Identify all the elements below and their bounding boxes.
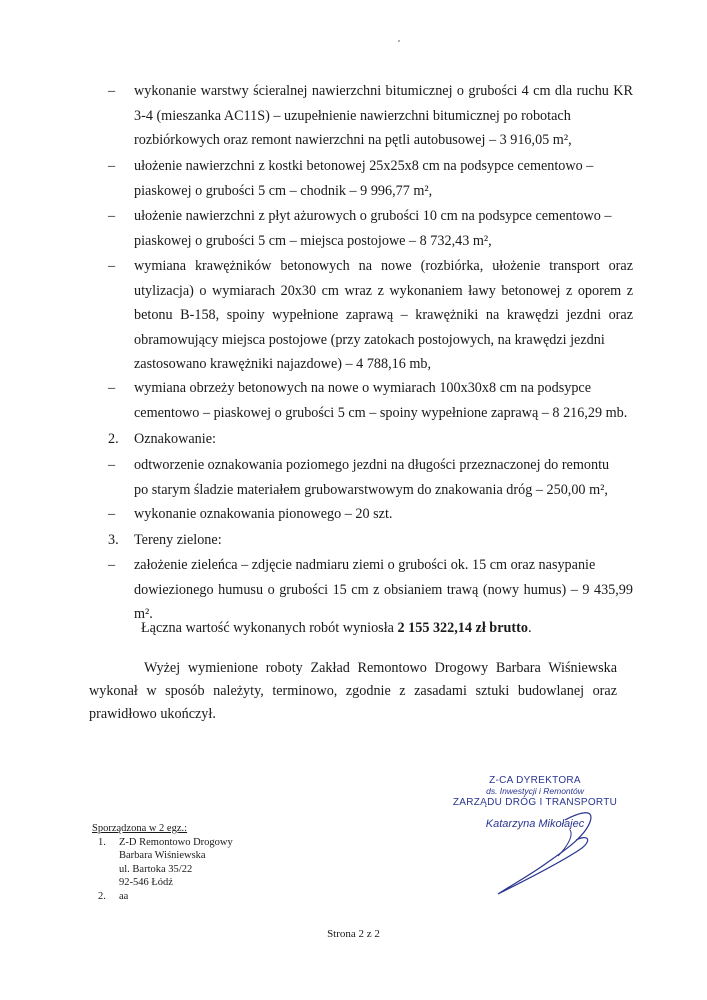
dash-bullet: –	[108, 557, 116, 573]
dash-bullet: –	[108, 380, 116, 396]
list-item-line: cementowo – piaskowej o grubości 5 cm – spoiny wypełnione zaprawą – 8 216,29 mb.	[134, 404, 628, 421]
list-item-line: piaskowej o grubości 5 cm – chodnik – 9 996,77 m²,	[134, 182, 433, 199]
list-item-text	[134, 154, 633, 203]
distribution-row	[92, 849, 233, 863]
section-heading	[108, 528, 222, 552]
row-text: Z-D Remontowo Drogowy	[119, 836, 233, 848]
stamp-name: Katarzyna Mikołajec	[485, 818, 585, 830]
total-amount: 2 155 322,14 zł brutto	[397, 620, 528, 636]
list-item-line: ułożenie nawierzchni z kostki betonowej 25x25x8 cm na podsypce cementowo –	[134, 158, 594, 174]
list-item-line: wykonanie oznakowania pionowego – 20 szt.	[134, 506, 393, 522]
list-item-line: rozbiórkowych oraz remont nawierzchni na pętli autobusowej – 3 916,05 m²,	[134, 132, 572, 148]
row-number: 2.	[98, 890, 106, 902]
page-number: Strona 2 z 2	[327, 928, 380, 940]
dash-bullet: –	[108, 83, 116, 99]
row-text: Barbara Wiśniewska	[119, 850, 206, 861]
list-item-line: odtworzenie oznakowania poziomego jezdni na długości przeznaczonej do remontu	[134, 457, 610, 473]
distribution-title: Sporządzona w 2 egz.:	[92, 823, 188, 834]
section-title: Oznakowanie:	[134, 431, 216, 447]
closing-paragraph	[89, 657, 617, 726]
distribution-row	[92, 863, 233, 877]
list-item-text	[134, 79, 633, 153]
list-item-line: zastosowano krawężniki najazdowe) – 4 788,16 mb,	[134, 356, 432, 372]
list-item-line: wymiana obrzeży betonowych na nowe o wymiarach 100x30x8 cm na podsypce	[134, 380, 592, 396]
list-item-line: po starym śladzie materiałem grubowarstwowym do znakowania dróg – 250,00 m²,	[134, 481, 608, 498]
list-item-line: dowiezionego humusu o grubości 15 cm z obsianiem trawą (nowy humus) – 9 435,99 m².	[134, 581, 633, 622]
total-value-line	[141, 620, 531, 637]
list-item-line: założenie zieleńca – zdjęcie nadmiaru ziemi o grubości ok. 15 cm oraz nasypanie	[134, 557, 596, 573]
section-heading	[108, 427, 216, 451]
closing-paragraph-text: Wyżej wymienione roboty Zakład Remontowo Drogowy Barbara Wiśniewska wykonał w sposób należyty, terminowo, zgodnie z zasadami sztuki budowlanej oraz prawidłowo ukończył.	[89, 660, 617, 722]
row-number: 1.	[98, 836, 106, 848]
list-item-line: piaskowej o grubości 5 cm – miejsca postojowe – 8 732,43 m²,	[134, 232, 492, 249]
row-text: aa	[119, 890, 129, 902]
stamp-title: Z-CA DYREKTORA	[489, 775, 581, 786]
list-item-text	[134, 453, 633, 502]
section-number: 3.	[108, 532, 119, 548]
dash-bullet: –	[108, 506, 116, 522]
stamp-organization: ZARZĄDU DRÓG I TRANSPORTU	[452, 797, 618, 808]
distribution-list	[92, 822, 233, 903]
dash-bullet: –	[108, 208, 116, 224]
list-item-text	[134, 553, 633, 627]
list-item-line: ułożenie nawierzchni z płyt ażurowych o grubości 10 cm na podsypce cementowo –	[134, 208, 612, 224]
list-item-text	[134, 502, 633, 527]
list-item-text	[134, 254, 633, 377]
row-text: ul. Bartoka 35/22	[119, 863, 193, 875]
section-number: 2.	[108, 431, 119, 447]
dash-bullet: –	[108, 457, 116, 473]
total-suffix: .	[527, 620, 532, 636]
list-item-line: wymiana krawężników betonowych na nowe (rozbiórka, ułożenie transport oraz utylizacja) o wymiarach 20x30 cm wraz z wykonaniem ławy betonowej z oporem z betonu B-158, spoiny wypełnione zaprawą – krawężniki na krawędzi jezdni oraz obramowujący miejsca postojowe (przy zatokach postojowych, na krawędzi jezdni	[134, 258, 633, 348]
handwritten-signature	[470, 790, 640, 900]
list-item-text	[134, 204, 633, 253]
dash-bullet: –	[108, 158, 116, 174]
list-item-line: wykonanie warstwy ścieralnej nawierzchni bitumicznej o grubości 4 cm dla ruchu KR 3-4 (mieszanka AC11S) – uzupełnienie nawierzchni bitumicznej po robotach	[134, 83, 633, 124]
distribution-row	[92, 890, 233, 904]
distribution-row	[92, 876, 233, 890]
section-title: Tereny zielone:	[134, 532, 222, 548]
scan-speck	[398, 40, 400, 42]
list-item-text	[134, 376, 633, 425]
total-prefix: Łączna wartość wykonanych robót wyniosła	[141, 620, 398, 636]
stamp-subtitle: ds. Inwestycji i Remontów	[486, 786, 584, 796]
row-text: 92-546 Łódź	[119, 877, 173, 888]
distribution-row	[92, 836, 233, 850]
dash-bullet: –	[108, 258, 116, 274]
